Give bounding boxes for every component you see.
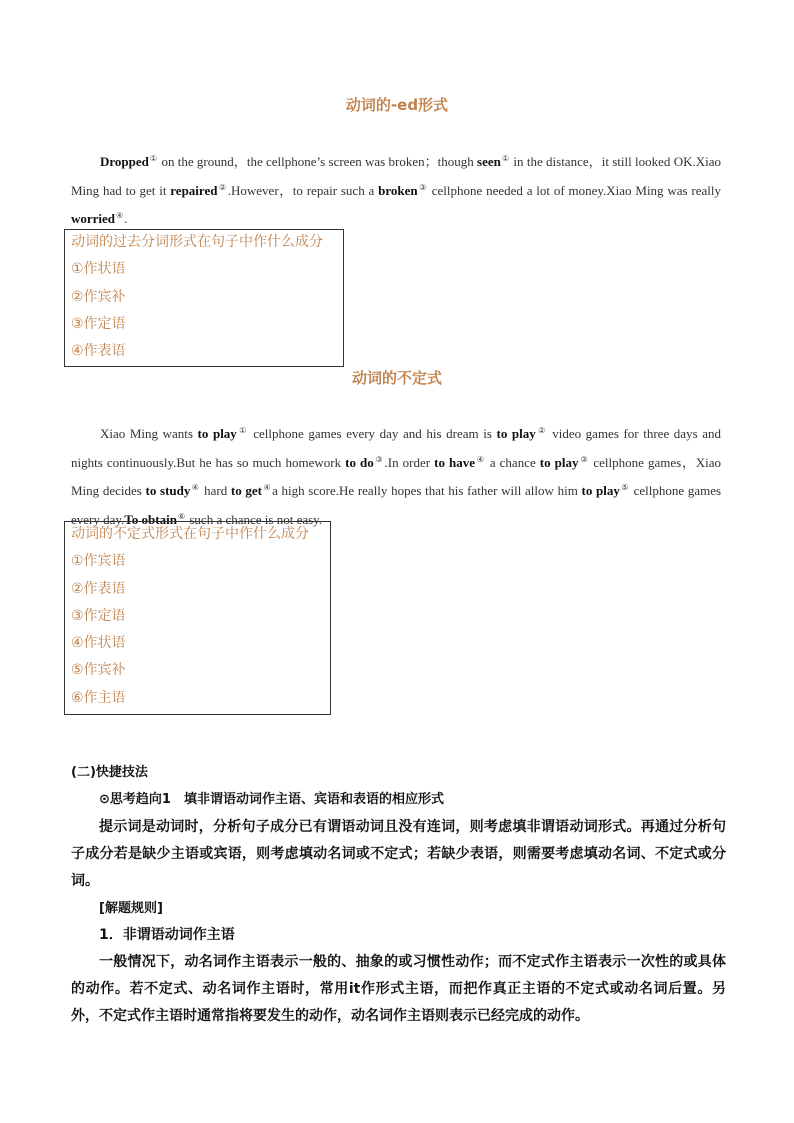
target-verb: worried [71, 211, 116, 226]
passage-text: cellphone games，Xiao Ming decides [71, 454, 722, 498]
box-item: ④作状语 [71, 635, 126, 652]
box-item: ⑥作主语 [71, 689, 126, 706]
passage-text: .However，to repair such a [227, 182, 379, 198]
target-verb: to play [496, 426, 536, 441]
passage-text: cellphone games every day. [71, 483, 722, 527]
footnote-marker: ④ [476, 454, 485, 464]
passage-text: a high score.He really hopes that his father will allow him [272, 483, 582, 498]
ed-form-box [64, 229, 344, 367]
target-verb: seen [477, 154, 501, 169]
footnote-marker: ① [237, 426, 248, 435]
box-item: ①作宾语 [71, 553, 126, 570]
passage-text: .In order [384, 454, 435, 470]
box-item: ②作宾补 [71, 288, 126, 305]
section1-title: 动词的-ed形式 [345, 96, 449, 114]
passage-text: such a chance is not easy. [186, 511, 323, 527]
ed-form-passage [71, 146, 721, 232]
trend-heading: ⊙思考趋向1 填非谓语动词作主语、宾语和表语的相应形式 [99, 792, 444, 807]
target-verb: to play [197, 426, 237, 441]
box-heading: 动词的不定式形式在句子中作什么成分 [71, 526, 309, 542]
box-item: ④作表语 [71, 343, 126, 360]
footnote-marker: ② [536, 426, 547, 435]
target-verb: repaired [170, 182, 218, 198]
passage-text: video games for three days and nights continuously.But he has so much homework [71, 426, 721, 470]
passage-text: in the distance，it still looked OK.Xiao Ming had to get it [71, 154, 721, 198]
target-verb: to play [581, 483, 620, 498]
passage-text: . [124, 211, 128, 226]
passage-text: cellphone needed a lot of money.Xiao Ming was really [427, 182, 721, 198]
rule1-title: 1．非谓语动词作主语 [99, 927, 235, 943]
footnote-marker: ④ [263, 483, 272, 492]
footnote-marker: ③ [579, 454, 589, 464]
section2-title: 动词的不定式 [351, 369, 442, 387]
techniques-heading: (二)快捷技法 [71, 765, 148, 780]
footnote-marker: ④ [116, 211, 124, 220]
hint-paragraph: 提示词是动词时，分析句子成分已有谓语动词且没有连词，则考虑填非谓语动词形式。再通过分析句子成分若是缺少主语或宾语，则考虑填动名词或不定式；若缺少表语，则需要考虑填动名词、不定式或分词。 [71, 819, 726, 889]
target-verb: To obtain [124, 511, 177, 527]
footnote-marker: ① [149, 154, 158, 163]
footnote-marker: ① [501, 154, 510, 163]
box-item: ③作定语 [71, 607, 126, 624]
passage-text: cellphone games every day and his dream is [248, 426, 497, 441]
footnote-marker: ⑤ [620, 483, 629, 492]
target-verb: to study [145, 483, 191, 498]
rules-heading: [解题规则] [99, 901, 163, 916]
footnote-marker: ③ [418, 182, 427, 192]
box-item: ①作状语 [71, 261, 126, 278]
passage-text: on the ground，the cellphone’s screen was broken；though [158, 154, 478, 169]
passage-text: Xiao Ming wants [100, 426, 198, 441]
infinitive-passage [71, 418, 721, 532]
box-item: ⑤作宾补 [71, 662, 126, 679]
target-verb: to get [230, 483, 263, 498]
passage-text: a chance [485, 454, 540, 470]
rule1-paragraph: 一般情况下，动名词作主语表示一般的、抽象的或习惯性动作；而不定式作主语表示一次性的或具体的动作。若不定式、动名词作主语时，常用it作形式主语，而把作真正主语的不定式或动名词后置。另外，不定式作主语时通常指将要发生的动作，动名词作主语则表示已经完成的动作。 [71, 954, 726, 1024]
infinitive-box [64, 521, 331, 715]
box-item: ③作定语 [71, 315, 126, 332]
footnote-marker: ④ [191, 483, 200, 492]
box-heading: 动词的过去分词形式在句子中作什么成分 [71, 234, 323, 250]
target-verb: Dropped [100, 154, 149, 169]
target-verb: to play [539, 454, 579, 470]
target-verb: to have [434, 454, 476, 470]
footnote-marker: ② [218, 182, 227, 192]
footnote-marker: ③ [374, 454, 384, 464]
passage-text: hard [200, 483, 231, 498]
target-verb: broken [378, 182, 418, 198]
target-verb: to do [345, 454, 374, 470]
box-item: ②作表语 [71, 580, 126, 597]
footnote-marker: ⑥ [177, 511, 186, 521]
